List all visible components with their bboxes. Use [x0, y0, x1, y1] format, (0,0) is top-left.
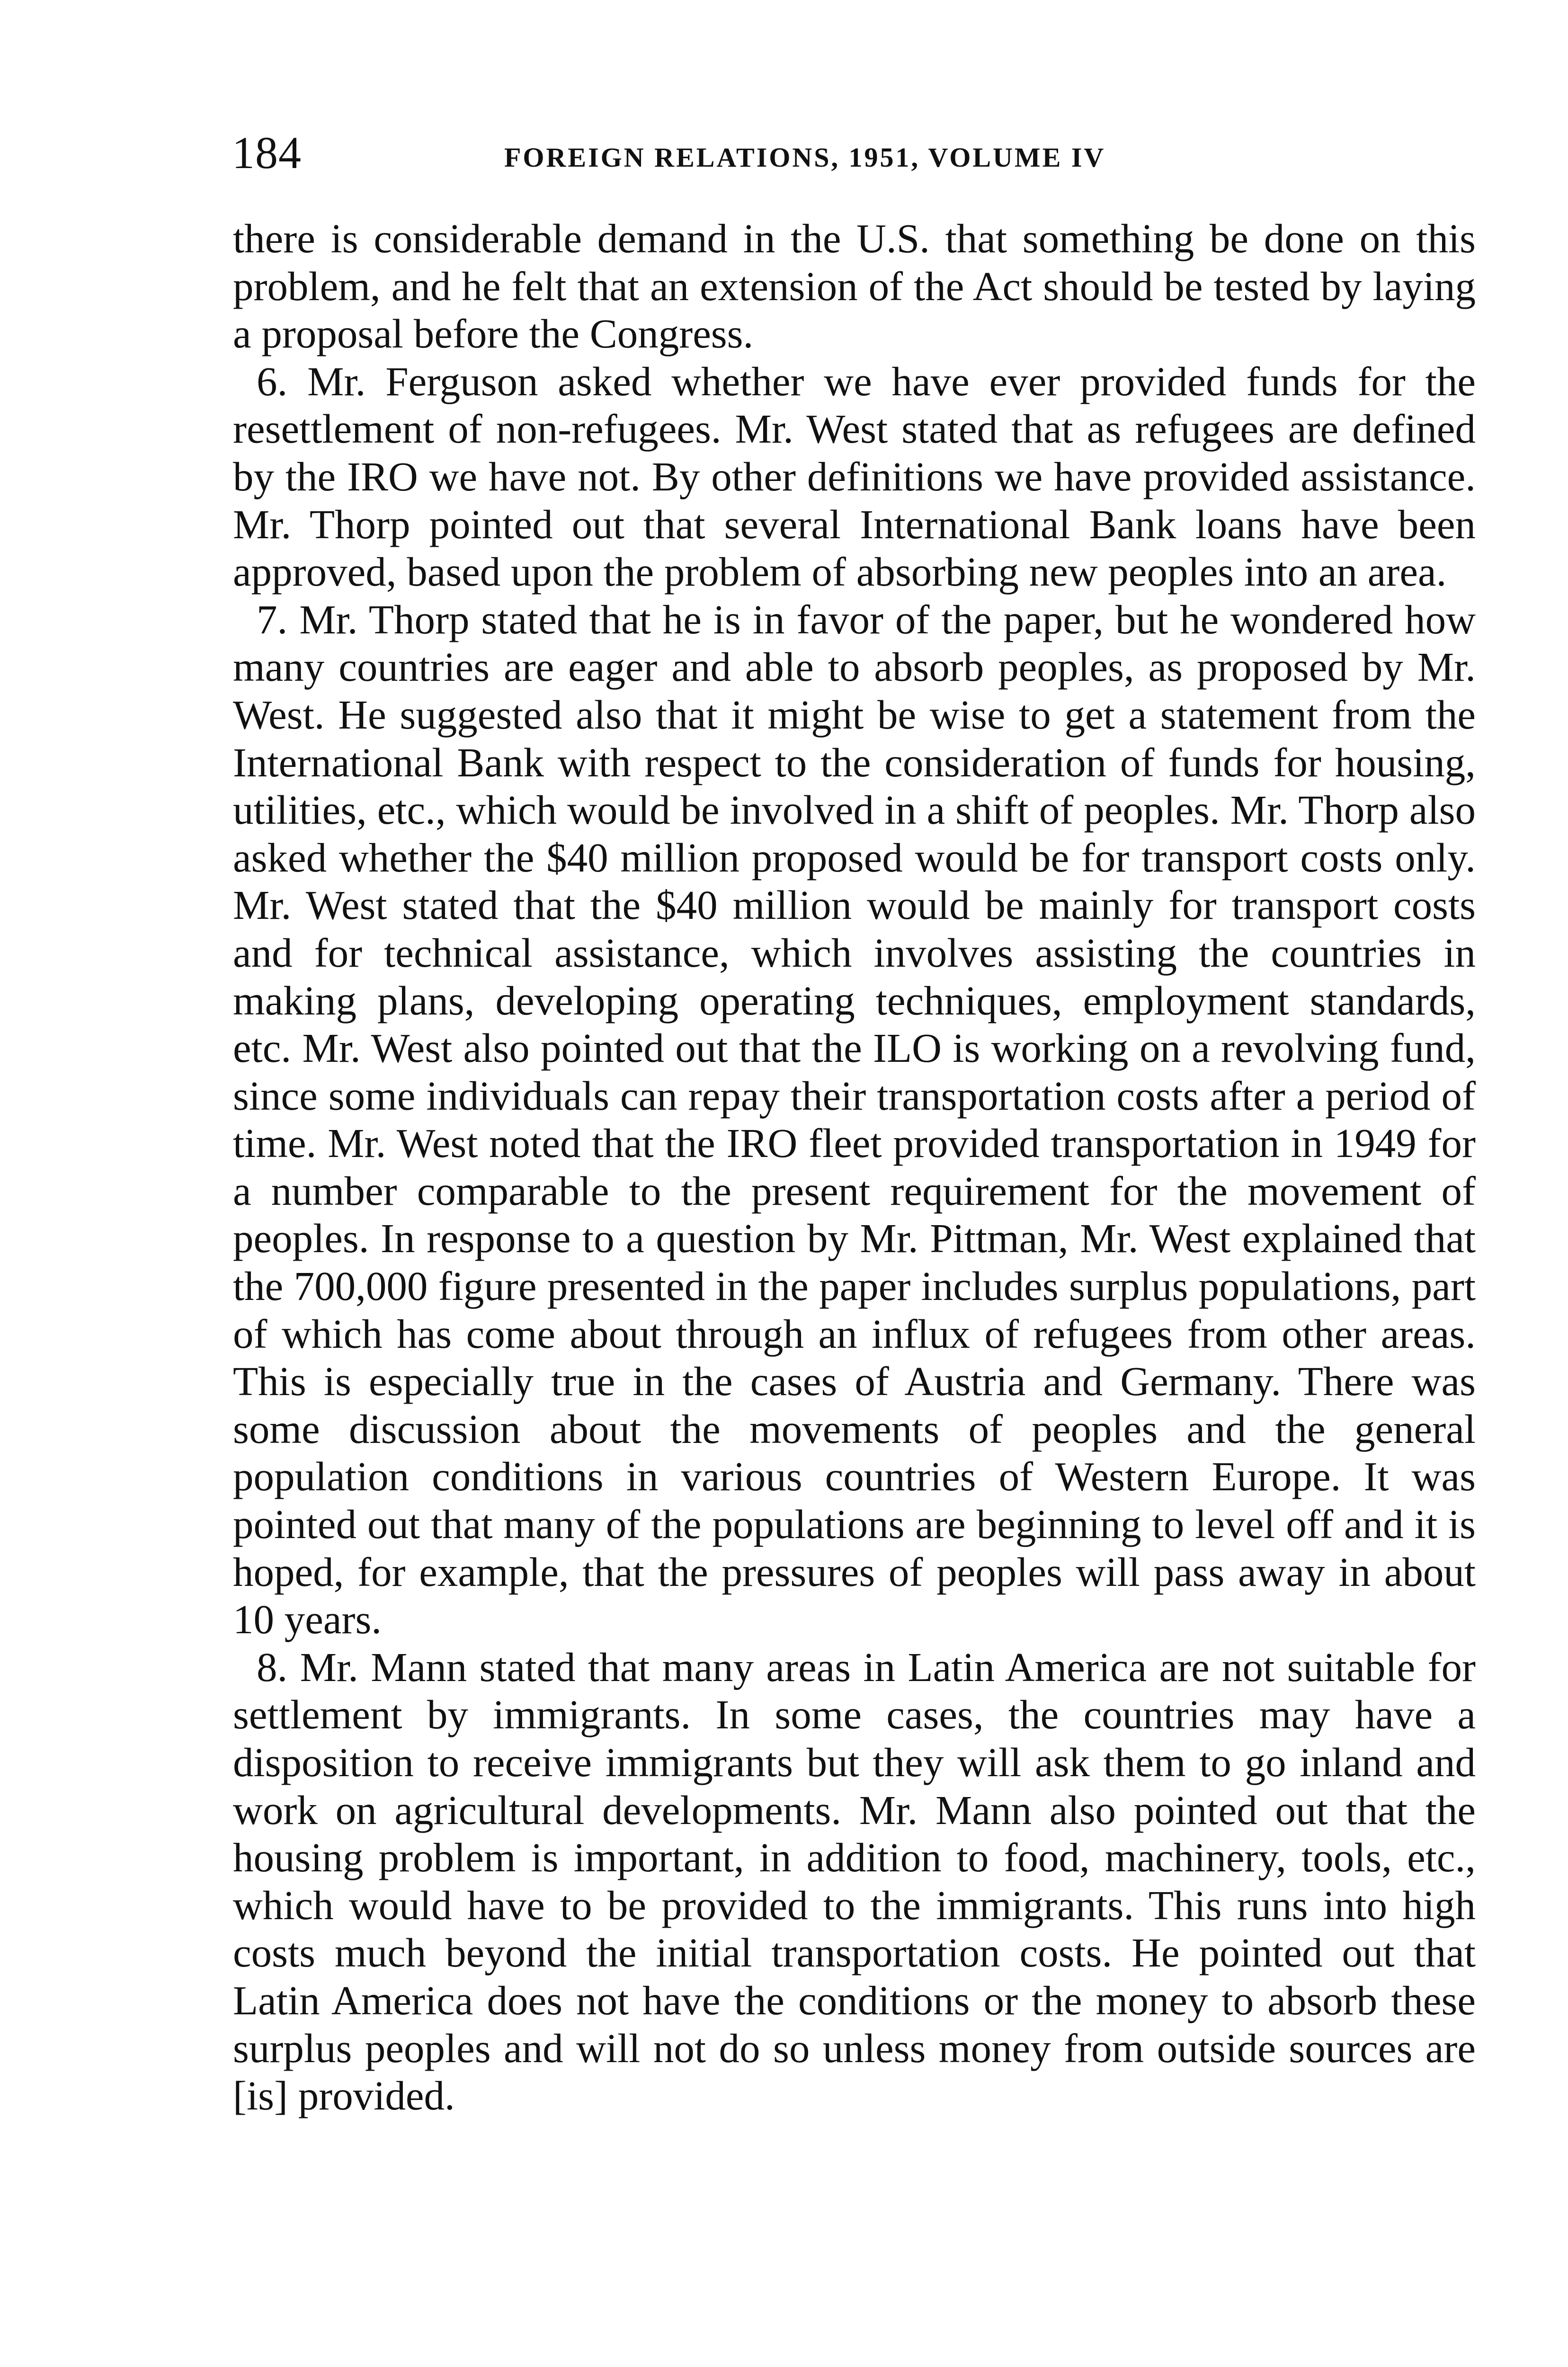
paragraph-8: 8. Mr. Mann stated that many areas in Latin America are not suitable for settlement by immigrants. In some cases, the countries may have a disposition to receive immigrants but they will ask them to go inland and work on agricultural developments. Mr. Mann also pointed out that the housing problem is important, in addition to food, machinery, tools, etc., which would have to be provided to the immigrants. This runs into high costs much beyond the initial transportation costs. He pointed out that Latin America does not have the conditions or the money to absorb these surplus peoples and will not do so unless money from outside sources are [is] provided.	[233, 1644, 1476, 2119]
body-text	[233, 215, 1476, 2120]
page-header	[232, 127, 1472, 179]
paragraph-6: 6. Mr. Ferguson asked whether we have ever provided funds for the resettlement of non-refugees. Mr. West stated that as refugees are defined by the IRO we have not. By other definitions we have provided assistance. Mr. Thorp pointed out that several International Bank loans have been approved, based upon the problem of absorbing new peoples into an area.	[233, 358, 1476, 595]
paragraph-7: 7. Mr. Thorp stated that he is in favor of the paper, but he wondered how many countries are eager and able to absorb peoples, as proposed by Mr. West. He suggested also that it might be wise to get a statement from the International Bank with respect to the consideration of funds for housing, utilities, etc., which would be involved in a shift of peoples. Mr. Thorp also asked whether the $40 million proposed would be for transport costs only. Mr. West stated that the $40 million would be mainly for transport costs and for technical assistance, which involves assisting the countries in making plans, developing operating techniques, employment standards, etc. Mr. West also pointed out that the ILO is working on a revolving fund, since some individuals can repay their transportation costs after a period of time. Mr. West noted that the IRO fleet provided transportation in 1949 for a number comparable to the present requirement for the movement of peoples. In response to a question by Mr. Pittman, Mr. West explained that the 700,000 figure presented in the paper includes surplus populations, part of which has come about through an influx of refugees from other areas. This is especially true in the cases of Austria and Germany. There was some discussion about the movements of peoples and the general population conditions in various countries of Western Europe. It was pointed out that many of the populations are beginning to level off and it is hoped, for example, that the pressures of peoples will pass away in about 10 years.	[233, 596, 1476, 1643]
paragraph-continuation: there is considerable demand in the U.S. that something be done on this problem, and he felt that an extension of the Act should be tested by laying a proposal before the Congress.	[233, 215, 1476, 357]
page-number: 184	[232, 127, 302, 178]
running-title: FOREIGN RELATIONS, 1951, VOLUME IV	[504, 142, 1106, 173]
